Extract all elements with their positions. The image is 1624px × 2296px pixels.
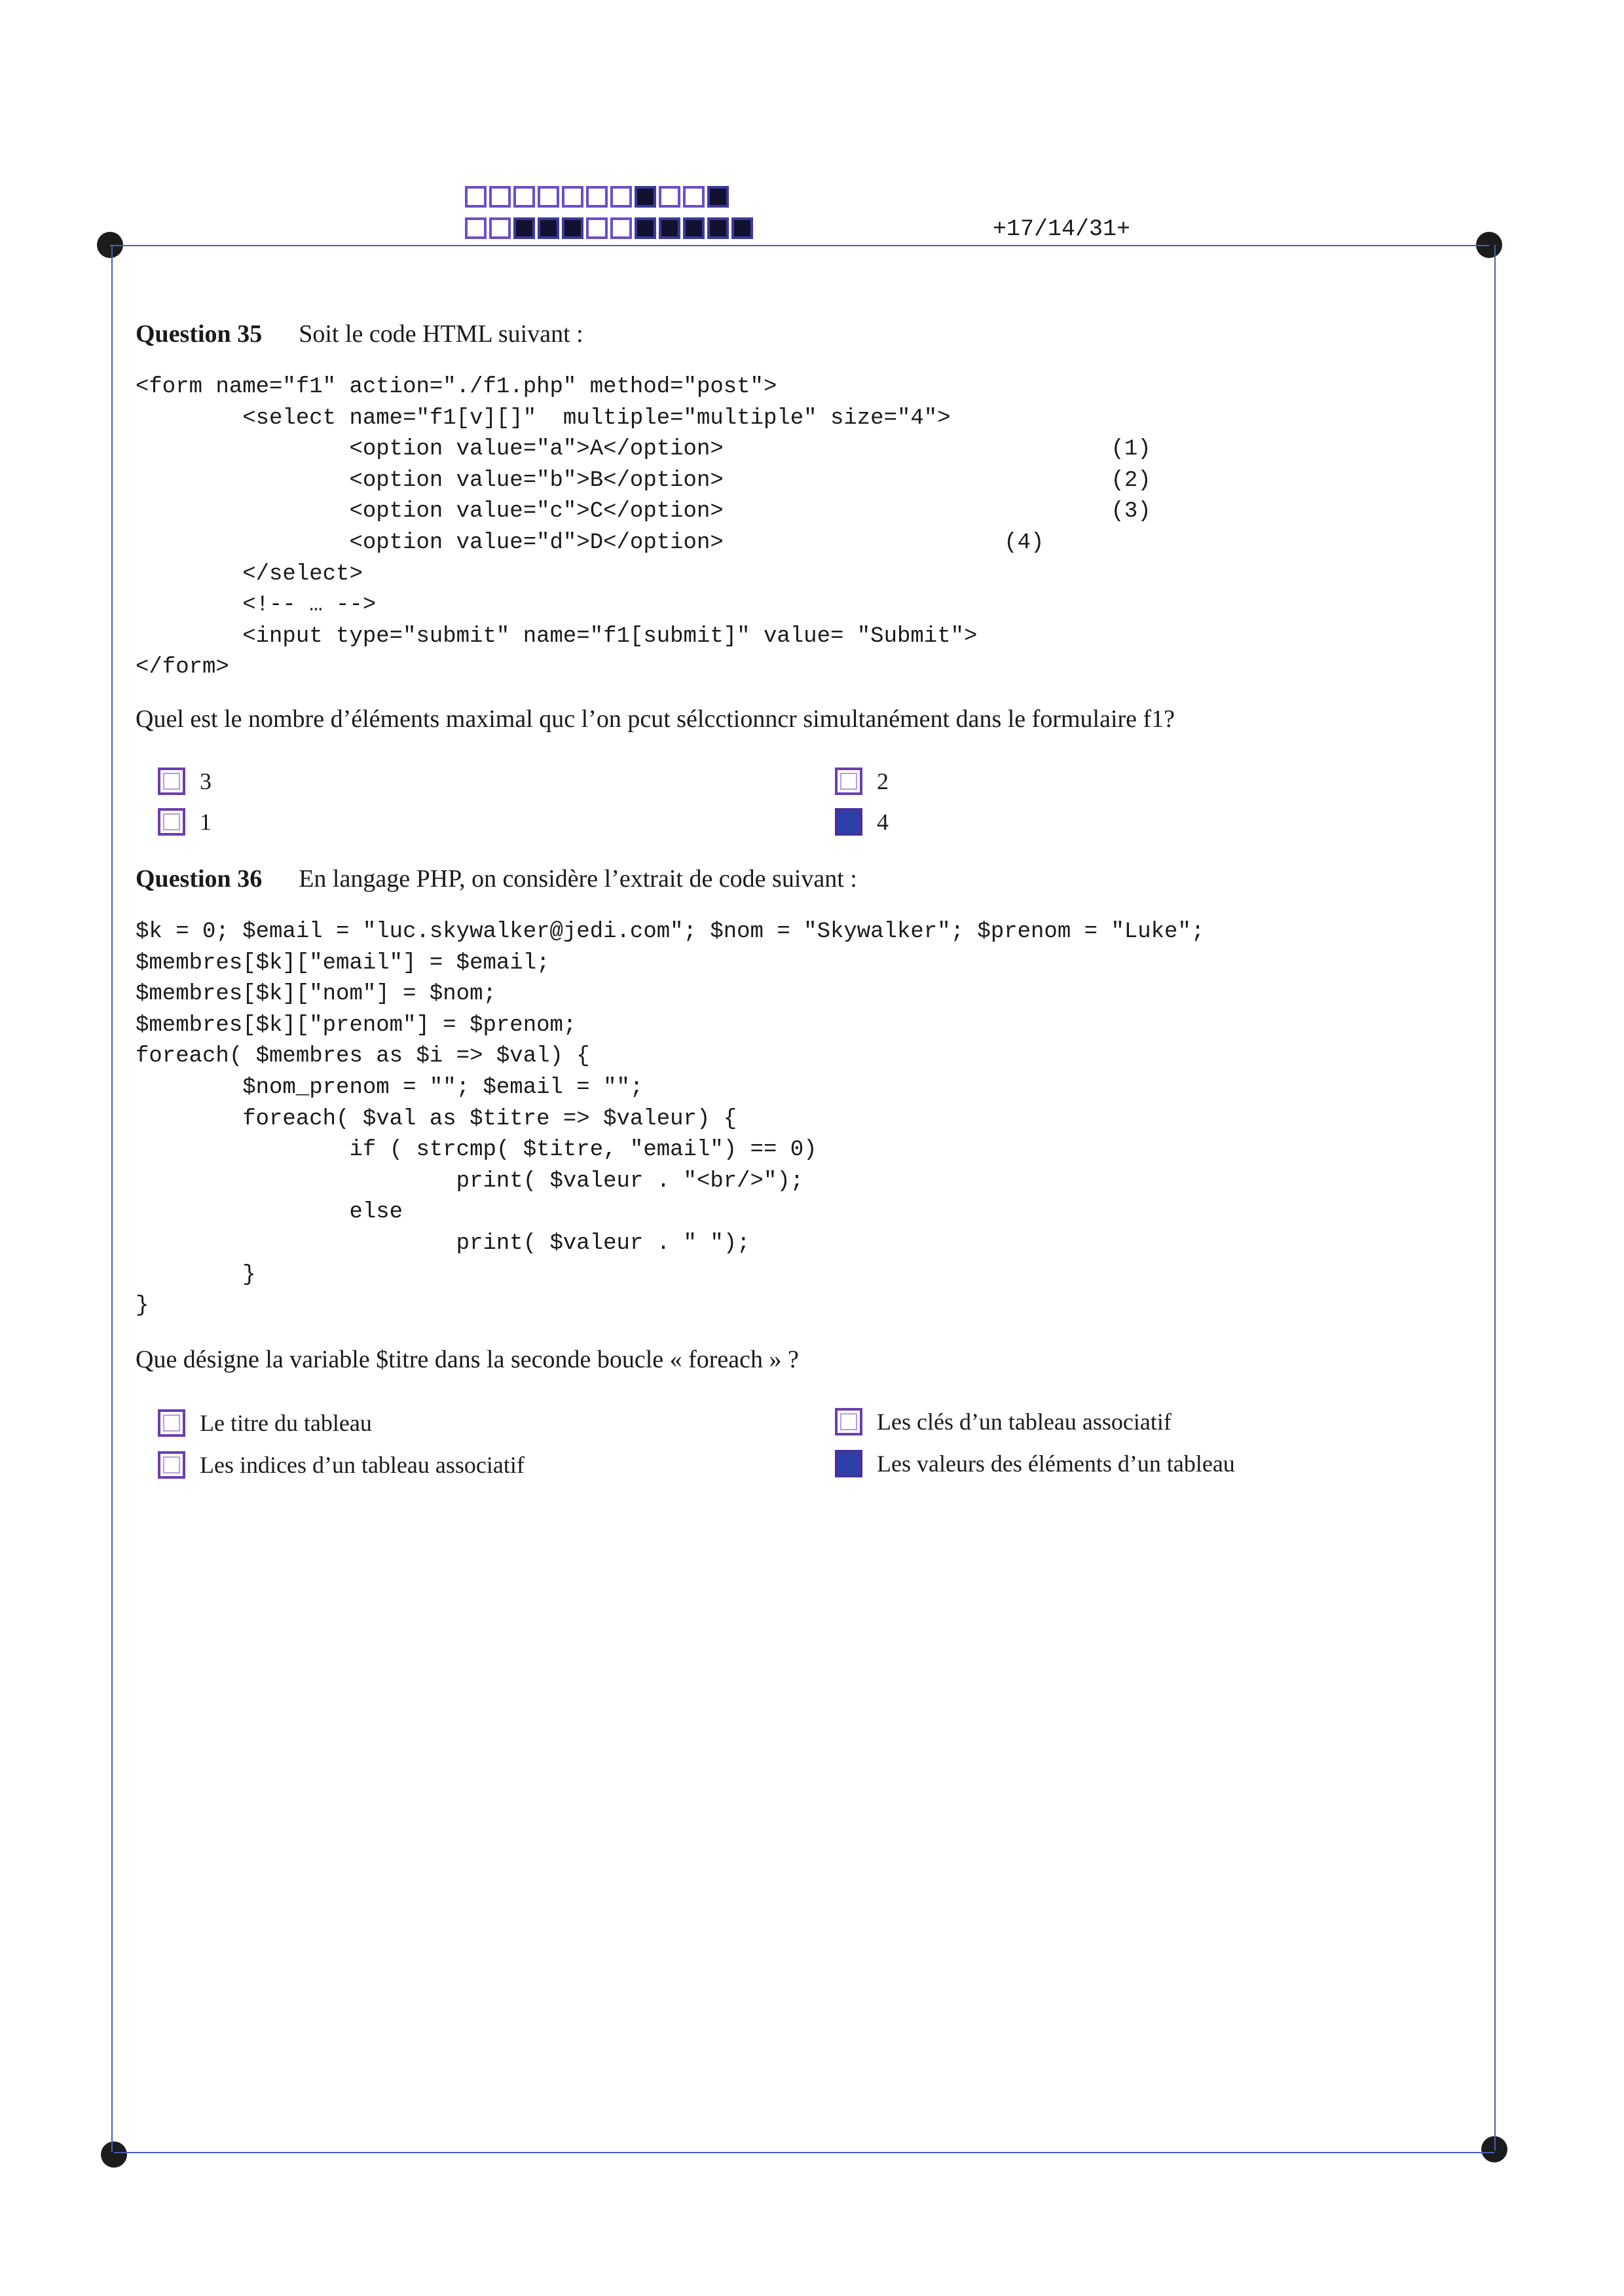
barcode-row-2 [465,217,753,239]
html-code-block: <form name="f1" action="./f1.php" method="post"> <select name="f1[v][]" multiple="multiple" size="4"> <option value="a">A</option> (1) <option value="b">B</option> (2) <option value="c">C</option> (3) <option value="d">D</option> (4) </select> <!-- … --> <input type="submit" name="f1[submit]" value= "Submit"> </form> [136,375,1151,680]
barcode-bit [731,217,753,239]
choice-4[interactable] [835,808,889,836]
barcode-bit [538,186,559,208]
barcode-bit [683,217,705,239]
barcode-bit [586,217,608,239]
barcode-bit [707,186,729,208]
barcode-bit [610,186,632,208]
corner-mark-bottom-left [101,2141,127,2168]
frame-bottom [114,2152,1494,2153]
frame-left [111,245,113,2152]
question-intro: Soit le code HTML suivant : [299,320,583,348]
barcode-bit [659,186,680,208]
checkbox[interactable] [158,768,185,795]
barcode-bit [635,217,656,239]
checkbox-checked[interactable] [835,1450,862,1477]
barcode-bit [635,186,656,208]
barcode-bit [489,186,511,208]
checkbox[interactable] [835,768,862,795]
checkbox[interactable] [835,1408,862,1435]
barcode-bit [513,217,535,239]
choice-titre-tableau[interactable] [158,1409,372,1437]
question-number: Question 35 [136,320,263,348]
question-35-prompt: Quel est le nombre d’éléments maximal quc l’on pcut sélcctionncr simultanément dans le formulaire f1? [136,705,1175,733]
barcode-bit [683,186,705,208]
choice-label: 2 [877,768,889,794]
barcode-row-1 [465,186,729,208]
checkbox[interactable] [158,808,185,836]
choice-valeurs-tableau[interactable] [835,1450,1235,1477]
question-36-prompt: Que désigne la variable $titre dans la seconde boucle « foreach » ? [136,1346,799,1373]
question-35-header [136,320,583,348]
choice-label: Les valeurs des éléments d’un tableau [877,1451,1235,1477]
frame-top [110,245,1489,246]
barcode-bit [513,186,535,208]
checkbox[interactable] [158,1409,185,1437]
barcode-bit [610,217,632,239]
choice-3[interactable] [158,768,212,795]
barcode-bit [586,186,608,208]
choice-2[interactable] [835,768,889,795]
barcode-bit [538,217,559,239]
php-code-block: $k = 0; $email = "luc.skywalker@jedi.com"; $nom = "Skywalker"; $prenom = "Luke"; $membres[$k]["email"] = $email; $membres[$k]["nom"] = $nom; $membres[$k]["prenom"] = $prenom; foreach( $membres as $i => $val) { $nom_prenom = ""; $email = ""; foreach( $val as $titre => $valeur) { if ( strcmp( $titre, "email") == 0) print( $valeur . "<br/>"); else print( $valeur . " "); } } [136,919,1205,1319]
barcode-bit [562,186,583,208]
choice-label: 4 [877,809,889,835]
choice-indices-tableau[interactable] [158,1451,525,1479]
choice-label: Les clés d’un tableau associatif [877,1409,1172,1435]
barcode-bit [562,217,583,239]
barcode-bit [489,217,511,239]
barcode-bit [465,186,487,208]
question-intro: En langage PHP, on considère l’extrait de code suivant : [299,865,857,893]
choice-label: 1 [200,809,212,835]
choice-label: 3 [200,768,212,794]
choice-label: Le titre du tableau [200,1410,372,1436]
choice-cles-tableau[interactable] [835,1408,1172,1435]
barcode-bit [707,217,729,239]
checkbox[interactable] [158,1451,185,1479]
choice-label: Les indices d’un tableau associatif [200,1452,525,1478]
frame-right [1494,245,1496,2151]
sheet-id: +17/14/31+ [993,216,1131,242]
barcode-bit [465,217,487,239]
question-36-header [136,864,857,893]
barcode-bit [659,217,680,239]
question-number: Question 36 [136,865,263,893]
choice-1[interactable] [158,808,212,836]
checkbox-checked[interactable] [835,808,862,836]
